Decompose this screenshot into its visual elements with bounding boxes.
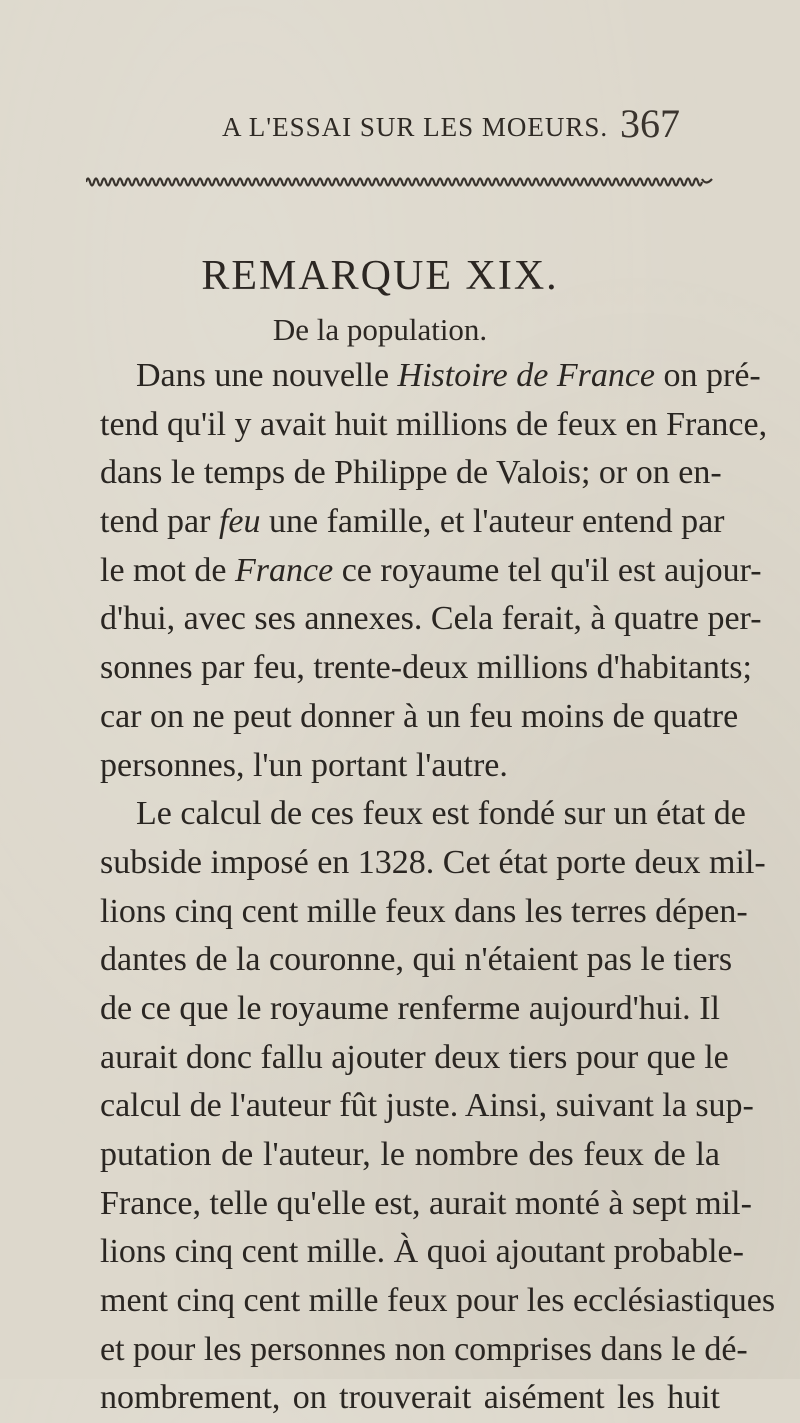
italic-span: Histoire de France	[397, 357, 656, 394]
text-span: tend qu'il y avait huit millions de feux en France,	[100, 405, 768, 443]
text-span: dans le temps de Philippe de Valois; or on en-	[100, 454, 722, 492]
text-span: et pour les personnes non comprises dans le dé-	[100, 1330, 748, 1368]
text-line	[100, 498, 725, 547]
text-span: on pré-	[655, 357, 761, 394]
text-span: une famille, et l'auteur entend par	[260, 503, 725, 541]
text-line	[100, 547, 762, 596]
text-span: putation de l'auteur, le nombre des feux de la	[100, 1136, 720, 1173]
text-line	[100, 352, 761, 401]
running-head: A L'ESSAI SUR LES MOEURS.	[222, 112, 609, 142]
text-span: nombrement, on trouverait aisément les huit	[100, 1379, 720, 1417]
text-span: calcul de l'auteur fût juste. Ainsi, suivant la sup-	[100, 1087, 754, 1125]
section-subtitle: De la population.	[272, 312, 488, 347]
text-span: lions cinq cent mille. À quoi ajoutant probable-	[100, 1233, 744, 1271]
text-line	[100, 985, 720, 1034]
text-span: ment cinq cent mille feux pour les ecclésiastiques	[100, 1282, 776, 1320]
text-span: Le calcul de ces feux est fondé sur un état de	[136, 795, 746, 833]
text-line	[100, 936, 733, 985]
text-line	[100, 644, 752, 693]
text-line	[100, 742, 720, 791]
rule-tail	[702, 179, 712, 183]
text-line	[100, 1034, 729, 1083]
text-line	[100, 1228, 744, 1277]
text-line	[100, 790, 746, 839]
text-line	[100, 888, 748, 937]
text-span: France, telle qu'elle est, aurait monté à sept mil-	[100, 1184, 752, 1222]
text-span: car on ne peut donner à un feu moins de quatre	[100, 697, 739, 735]
text-span: subside imposé en 1328. Cet état porte deux mil-	[100, 843, 766, 881]
text-span: dantes de la couronne, qui n'étaient pas le tiers	[100, 941, 733, 979]
text-line	[100, 1277, 776, 1326]
italic-span: France	[235, 551, 334, 589]
text-line	[100, 1082, 754, 1131]
text-line	[100, 1326, 748, 1375]
text-span: tend par	[100, 503, 219, 541]
text-line	[100, 449, 720, 498]
text-span: lions cinq cent mille feux dans les terres dépen-	[100, 892, 748, 930]
body-text	[100, 352, 776, 1423]
text-span: de ce que le royaume renferme aujourd'hui. Il	[100, 989, 720, 1027]
page-number: 367	[620, 101, 680, 146]
text-span: personnes, l'un portant l'autre.	[100, 746, 508, 784]
text-span: sonnes par feu, trente-deux millions d'habitants;	[100, 649, 752, 687]
text-line	[100, 839, 766, 888]
text-line	[100, 1180, 752, 1229]
chapter-title: REMARQUE XIX.	[201, 253, 559, 299]
text-line	[100, 595, 762, 644]
text-line	[100, 1374, 720, 1423]
text-span: d'hui, avec ses annexes. Cela ferait, à quatre per-	[100, 600, 762, 638]
text-span: Dans une nouvelle	[136, 357, 398, 394]
text-span: ce royaume tel qu'il est aujour-	[333, 551, 762, 589]
italic-span: feu	[218, 503, 261, 541]
text-line	[100, 693, 739, 742]
ornamental-rule	[86, 174, 714, 190]
text-span: aurait donc fallu ajouter deux tiers pour que le	[100, 1038, 729, 1076]
text-line	[100, 401, 768, 450]
rule-wave	[86, 179, 702, 186]
text-span: le mot de	[100, 551, 236, 589]
text-line	[100, 1131, 720, 1180]
